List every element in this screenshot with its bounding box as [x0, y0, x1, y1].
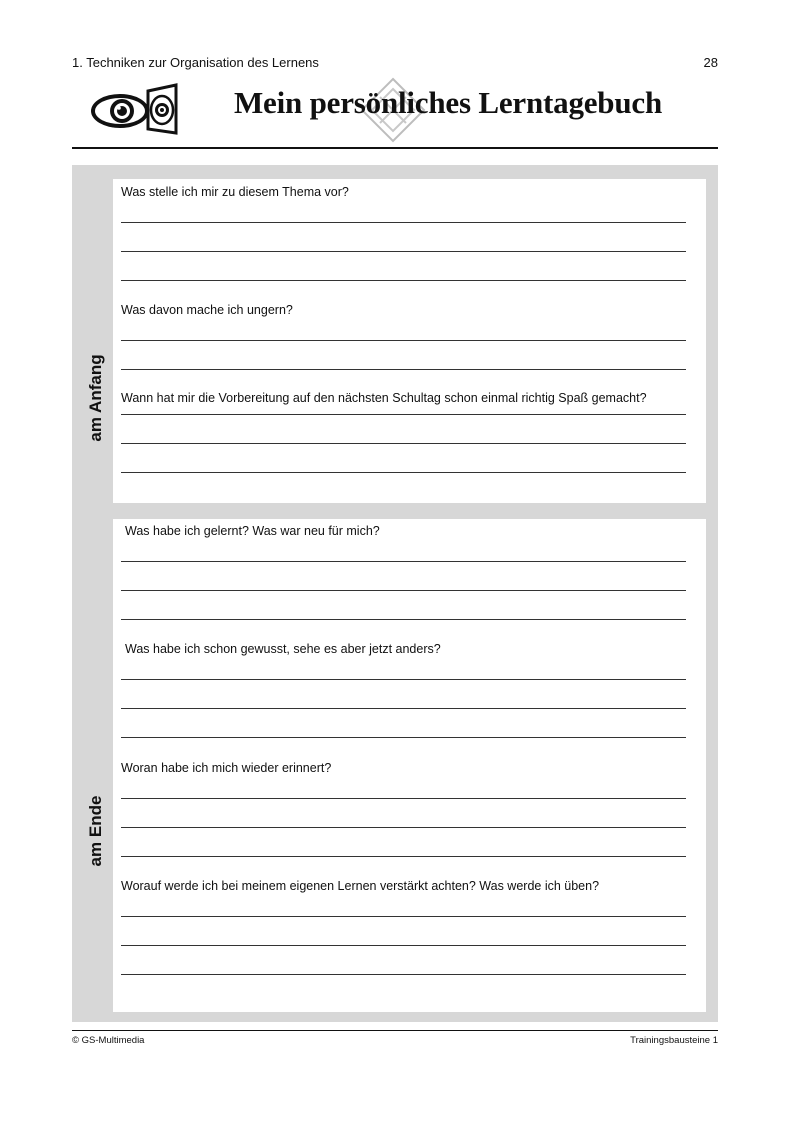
panel-ende — [113, 519, 706, 1012]
eyes-icon — [90, 81, 180, 137]
page-number: 28 — [703, 55, 718, 70]
title-rule — [72, 147, 718, 149]
writing-line[interactable] — [121, 280, 686, 281]
writing-line[interactable] — [121, 916, 686, 917]
title-row — [72, 77, 718, 139]
writing-line[interactable] — [121, 443, 686, 444]
writing-line[interactable] — [121, 827, 686, 828]
question-anfang-2: Was davon mache ich ungern? — [121, 303, 293, 317]
page-title: Mein persönliches Lerntagebuch — [234, 85, 662, 120]
section-label-anfang: am Anfang — [86, 354, 105, 442]
writing-line[interactable] — [121, 856, 686, 857]
section-label-ende: am Ende — [86, 795, 105, 867]
writing-line[interactable] — [121, 798, 686, 799]
writing-line[interactable] — [121, 708, 686, 709]
writing-line[interactable] — [121, 251, 686, 252]
panel-anfang — [113, 179, 706, 503]
question-ende-1: Was habe ich gelernt? Was war neu für mich? — [125, 524, 380, 538]
page-footer — [72, 1035, 718, 1046]
writing-line[interactable] — [121, 222, 686, 223]
writing-line[interactable] — [121, 414, 686, 415]
section-title: 1. Techniken zur Organisation des Lernens — [72, 55, 319, 70]
question-anfang-3: Wann hat mir die Vorbereitung auf den nächsten Schultag schon einmal richtig Spaß gemacht? — [121, 391, 647, 405]
question-ende-2: Was habe ich schon gewusst, sehe es aber jetzt anders? — [125, 642, 441, 656]
writing-line[interactable] — [121, 590, 686, 591]
writing-line[interactable] — [121, 945, 686, 946]
writing-line[interactable] — [121, 561, 686, 562]
writing-line[interactable] — [121, 340, 686, 341]
writing-line[interactable] — [121, 369, 686, 370]
writing-line[interactable] — [121, 472, 686, 473]
footer-copyright: © GS-Multimedia — [72, 1035, 145, 1046]
page-header — [72, 55, 718, 70]
footer-series: Trainingsbausteine 1 — [630, 1035, 718, 1046]
writing-line[interactable] — [121, 679, 686, 680]
writing-line[interactable] — [121, 619, 686, 620]
writing-line[interactable] — [121, 737, 686, 738]
question-anfang-1: Was stelle ich mir zu diesem Thema vor? — [121, 185, 349, 199]
writing-line[interactable] — [121, 974, 686, 975]
question-ende-4: Worauf werde ich bei meinem eigenen Lernen verstärkt achten? Was werde ich üben? — [121, 879, 600, 893]
question-ende-3: Woran habe ich mich wieder erinnert? — [121, 761, 332, 775]
footer-rule — [72, 1030, 718, 1031]
